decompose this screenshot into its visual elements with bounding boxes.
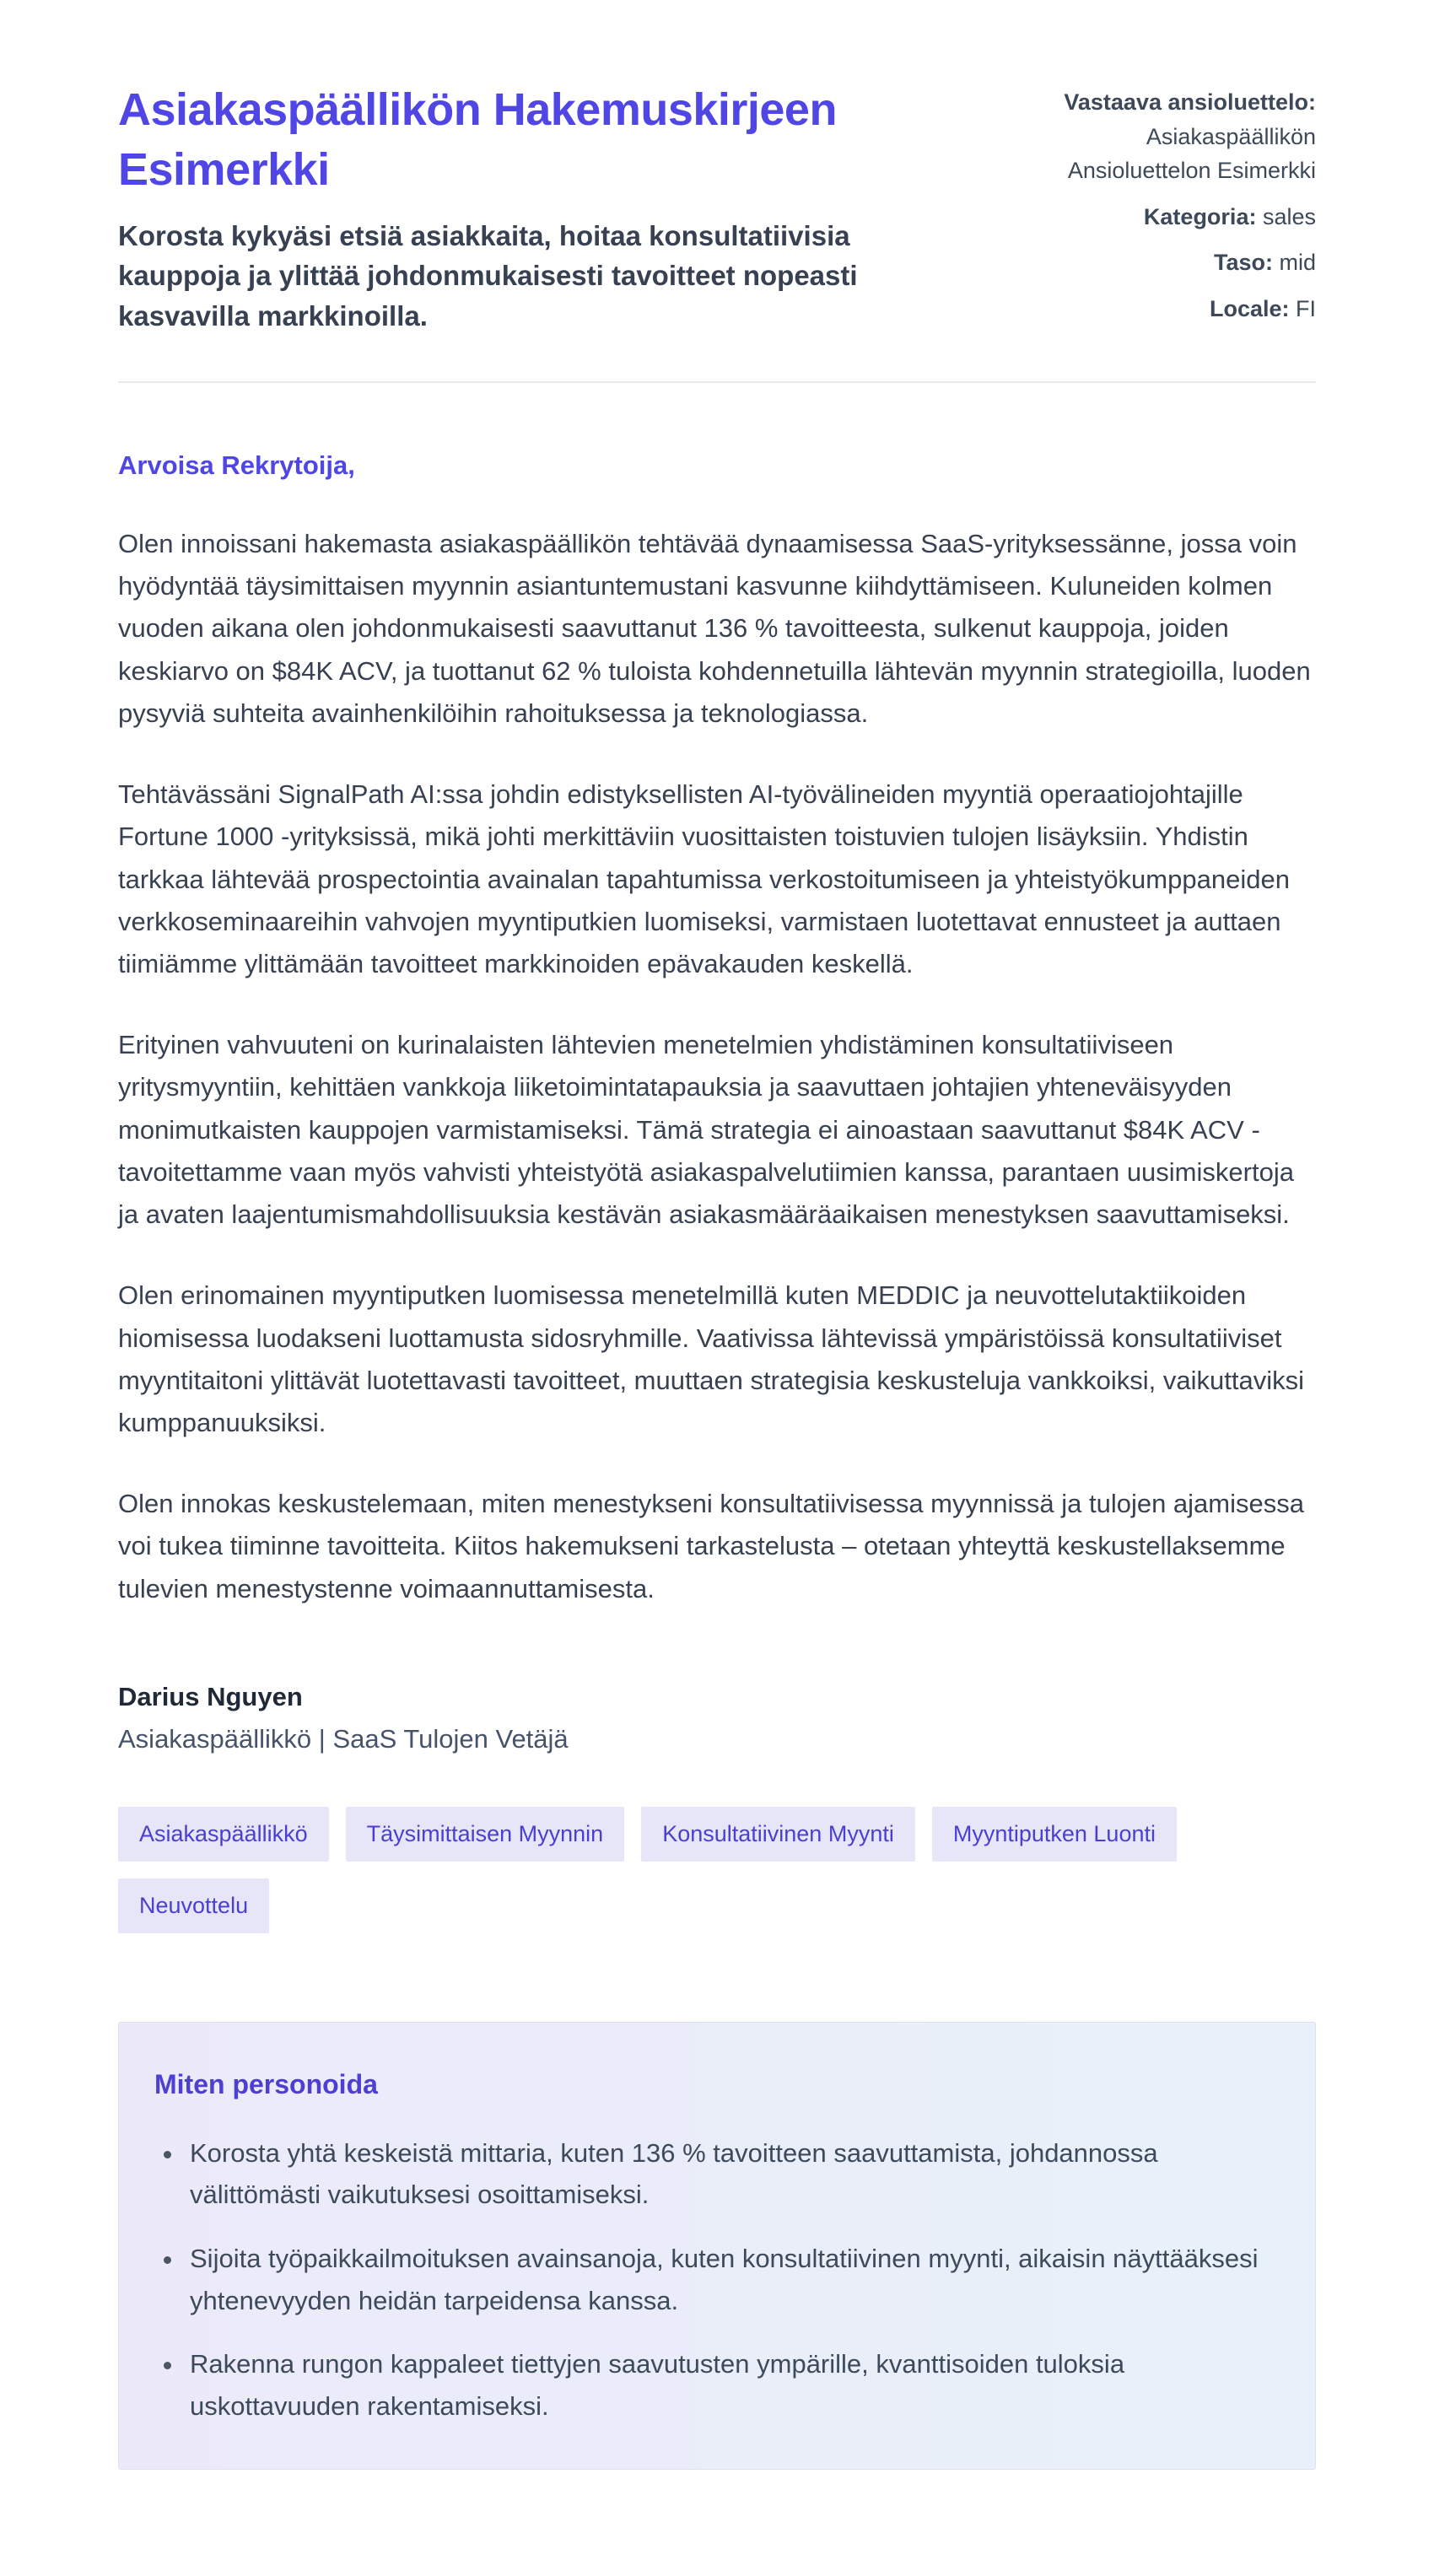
letter-paragraph: Tehtävässäni SignalPath AI:ssa johdin edistyksellisten AI-työvälineiden myyntiä operaatiojohtajille Fortune 1000 -yrityksissä, mikä johti merkittäviin vuosittaisten toistuvien tulojen lisäyksiin. Yhdistin tarkkaa lähtevää prospectointia avainalan tapahtumissa verkostoitumiseen ja yhteistyökumppaneiden verkkoseminaareihin vahvojen myyntiputkien luomiseksi, varmistaen luotettavat ennusteet ja auttaen tiimiämme ylittämään tavoitteet markkinoiden epävakauden keskellä. (118, 779, 1290, 978)
tips-title: Miten personoida (154, 2068, 378, 2099)
meta-label: Taso: (1213, 250, 1273, 275)
meta-item-locale (1025, 292, 1316, 326)
meta-value: mid (1279, 250, 1316, 275)
tips-item: • Sijoita työpaikkailmoituksen avainsanoja, kuten konsultatiivinen myynti, aikaisin näyttääksesi yhtenevyyden heidän tarpeidensa kanssa. (185, 2238, 1280, 2321)
page-header (118, 80, 1316, 337)
meta-value: sales (1262, 203, 1316, 229)
meta-label: Locale: (1209, 295, 1290, 321)
letter-paragraph: Olen innoissani hakemasta asiakaspäällikön tehtävää dynaamisessa SaaS-yrityksessänne, jossa voin hyödyntää täysimittaisen myynnin asiantuntemustani kasvunne kiihdyttämiseen. Kuluneiden kolmen vuoden aikana olen johdonmukaisesti saavuttanut 136 % tavoitteesta, sulkenut kauppoja, joiden keskiarvo on $84K ACV, ja tuottanut 62 % tuloista kohdennetuilla lähtevän myynnin strategioilla, luoden pysyviä suhteita avainhenkilöihin rahoituksessa ja teknologiassa. (118, 529, 1311, 728)
letter-paragraph: Olen innokas keskustelemaan, miten menestykseni konsultatiivisessa myynnissä ja tulojen ajamisessa voi tukea tiiminne tavoitteita. Kiitos hakemukseni tarkastelusta – otetaan yhteyttä keskustellaksemme tulevien menestystenne voimaannuttamisesta. (118, 1489, 1304, 1603)
meta-item-level (1025, 245, 1316, 280)
signature-role: Asiakaspäällikkö | SaaS Tulojen Vetäjä (118, 1723, 569, 1754)
letter-greeting: Arvoisa Rekrytoija, (118, 450, 355, 480)
tag-list (118, 1807, 1316, 1933)
tag-chip-konsultatiivinen-myynti[interactable]: Konsultatiivinen Myynti (641, 1807, 915, 1862)
tag-chip-neuvottelu[interactable]: Neuvottelu (118, 1878, 269, 1933)
page-subtitle: Korosta kykyäsi etsiä asiakkaita, hoitaa konsultatiivisia kauppoja ja ylittää johdonmukaisesti tavoitteet nopeasti kasvavilla markkinoilla. (118, 219, 858, 332)
meta-panel (1025, 80, 1316, 337)
cover-letter-body (118, 450, 1316, 1754)
tag-chip-asiakaspaallikko[interactable]: Asiakaspäällikkö (118, 1807, 329, 1862)
tips-item: • Korosta yhtä keskeistä mittaria, kuten 136 % tavoitteen saavuttamista, johdannossa välittömästi vaikutuksesi osoittamiseksi. (185, 2132, 1280, 2216)
tips-list (154, 2132, 1280, 2428)
personalization-tips-box (118, 2022, 1316, 2471)
tips-item: • Rakenna rungon kappaleet tiettyjen saavutusten ympärille, kvanttisoiden tuloksia uskottavuuden rakentamiseksi. (185, 2343, 1280, 2427)
signature-block (118, 1682, 1316, 1754)
tag-chip-myyntiputken-luonti[interactable]: Myyntiputken Luonti (932, 1807, 1177, 1862)
signature-name: Darius Nguyen (118, 1681, 303, 1711)
meta-label: Vastaava ansioluettelo: (1064, 89, 1316, 115)
header-title-block (118, 80, 974, 337)
header-divider (118, 381, 1316, 383)
tag-chip-taysimittaisen-myynnin[interactable]: Täysimittaisen Myynnin (346, 1807, 625, 1862)
matching-resume-link[interactable]: Asiakaspäällikön Ansioluettelon Esimerkki (1067, 123, 1316, 183)
page-title: Asiakaspäällikön Hakemuskirjeen Esimerkki (118, 84, 837, 196)
letter-paragraph: Erityinen vahvuuteni on kurinalaisten lähtevien menetelmien yhdistäminen konsultatiiviseen yritysmyyntiin, kehittäen vankkoja liiketoimintatapauksia ja saavuttaen johtajien yhteneväisyyden monimutkaisten kauppojen varmistamiseksi. Tämä strategia ei ainoastaan saavuttanut $84K ACV -tavoitettamme vaan myös vahvisti yhteistyötä asiakaspalvelutiimien kanssa, parantaen uusimiskertoja ja avaten laajentumismahdollisuuksia kestävän asiakasmääräaikaisen menestyksen saavuttamiseksi. (118, 1030, 1294, 1230)
letter-paragraph: Olen erinomainen myyntiputken luomisessa menetelmillä kuten MEDDIC ja neuvottelutaktiikoiden hiomisessa luodakseni luottamusta sidosryhmille. Vaativissa lähtevissä ympäristöissä konsultatiiviset myyntitaitoni ylittävät luotettavasti tavoitteet, muuttaen strategisia keskusteluja vankkoiksi, vaikuttaviksi kumppanuuksiksi. (118, 1280, 1304, 1437)
meta-item-category (1025, 200, 1316, 234)
meta-item-matching-resume (1025, 85, 1316, 188)
meta-value: FI (1296, 295, 1316, 321)
meta-label: Kategoria: (1143, 203, 1257, 229)
